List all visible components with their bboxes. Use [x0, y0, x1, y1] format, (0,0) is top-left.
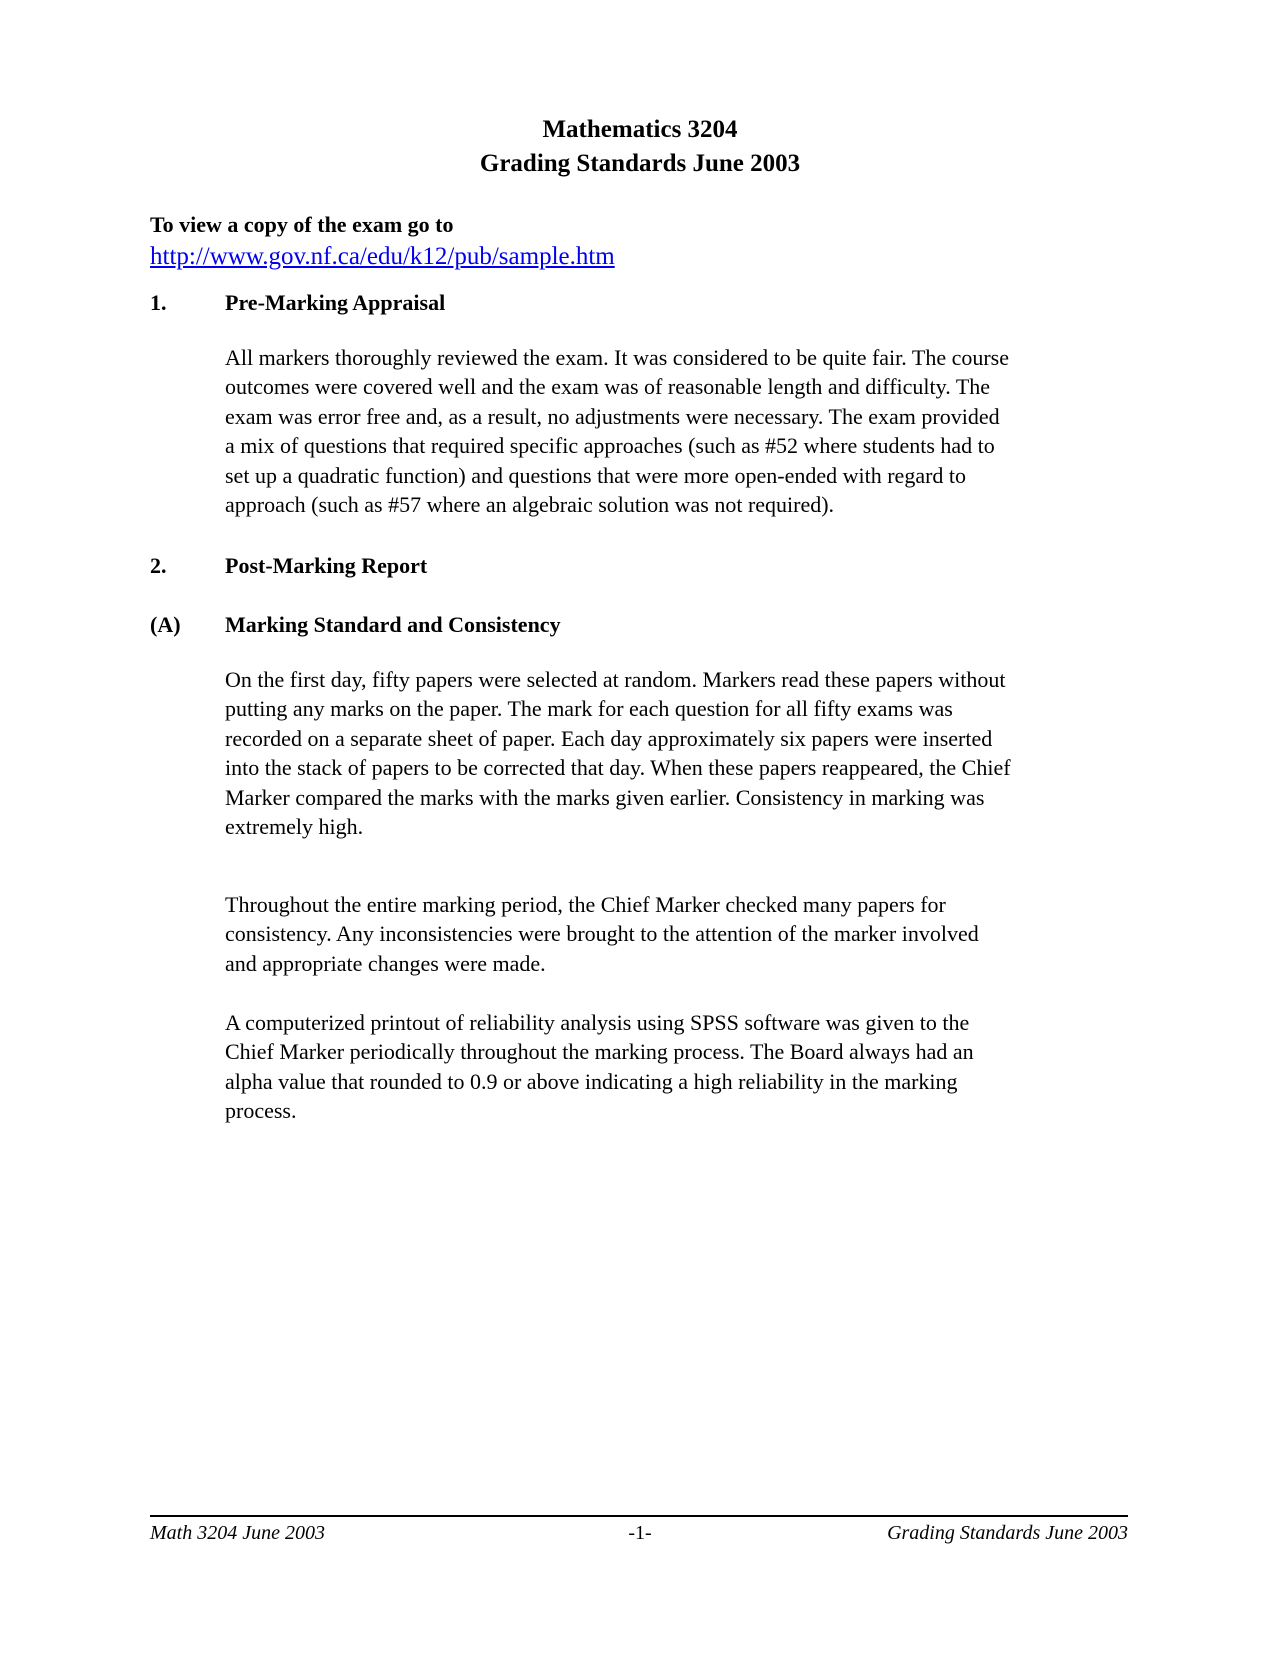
paragraph-line: into the stack of papers to be corrected that day. When these papers reappeared, the Chief: [225, 755, 1011, 781]
paragraph-line: On the first day, fifty papers were selected at random. Markers read these papers without: [225, 667, 1006, 692]
paragraph-line: a mix of questions that required specific approaches (such as #52 where students had to: [225, 433, 995, 459]
section-a-paragraph-2: [225, 890, 1140, 978]
paragraph-line: Chief Marker periodically throughout the marking process. The Board always had an: [225, 1039, 974, 1065]
title-line-2: Grading Standards June 2003: [479, 150, 801, 177]
paragraph-line: outcomes were covered well and the exam was of reasonable length and difficulty. The: [225, 374, 991, 400]
paragraph-line: alpha value that rounded to 0.9 or above indicating a high reliability in the marking: [225, 1068, 958, 1094]
section-a-number: (A): [150, 612, 181, 637]
paragraph-line: process.: [225, 1098, 297, 1124]
paragraph-line: approach (such as #57 where an algebraic solution was not required).: [225, 492, 835, 518]
section-2-number: 2.: [150, 553, 167, 578]
paragraph-line: putting any marks on the paper. The mark for each question for all fifty exams was: [225, 696, 953, 722]
section-1-title: Pre-Marking Appraisal: [225, 290, 446, 315]
paragraph-line: extremely high.: [225, 814, 364, 840]
section-1-number: 1.: [150, 290, 167, 315]
title-line-1: Mathematics 3204: [542, 116, 738, 143]
section-a-paragraph-3: [225, 1008, 1140, 1126]
paragraph-line: Marker compared the marks with the marks given earlier. Consistency in marking was: [225, 784, 985, 810]
section-a-title: Marking Standard and Consistency: [225, 612, 561, 637]
paragraph-line: All markers thoroughly reviewed the exam. It was considered to be quite fair. The course: [225, 345, 1010, 370]
exam-link[interactable]: http://www.gov.nf.ca/edu/k12/pub/sample.htm: [150, 243, 615, 270]
paragraph-line: set up a quadratic function) and questions that were more open-ended with regard to: [225, 462, 967, 488]
paragraph-line: exam was error free and, as a result, no adjustments were necessary. The exam provided: [225, 403, 1000, 429]
paragraph-line: consistency. Any inconsistencies were brought to the attention of the marker involved: [225, 921, 979, 947]
footer-page-number: -1-: [628, 1522, 652, 1544]
view-exam-prompt: To view a copy of the exam go to: [150, 212, 454, 237]
paragraph-line: Throughout the entire marking period, the Chief Marker checked many papers for: [225, 892, 946, 917]
footer-right: Grading Standards June 2003: [887, 1522, 1128, 1544]
document-title: [0, 113, 1280, 181]
paragraph-line: A computerized printout of reliability analysis using SPSS software was given to the: [225, 1010, 970, 1035]
section-1-paragraph: [225, 343, 1140, 519]
footer-divider: [150, 1515, 1128, 1517]
section-a-paragraph-1: [225, 665, 1140, 841]
paragraph-line: recorded on a separate sheet of paper. Each day approximately six papers were inserted: [225, 725, 993, 751]
section-2-title: Post-Marking Report: [225, 553, 428, 578]
paragraph-line: and appropriate changes were made.: [225, 950, 546, 976]
footer-left: Math 3204 June 2003: [150, 1522, 325, 1544]
